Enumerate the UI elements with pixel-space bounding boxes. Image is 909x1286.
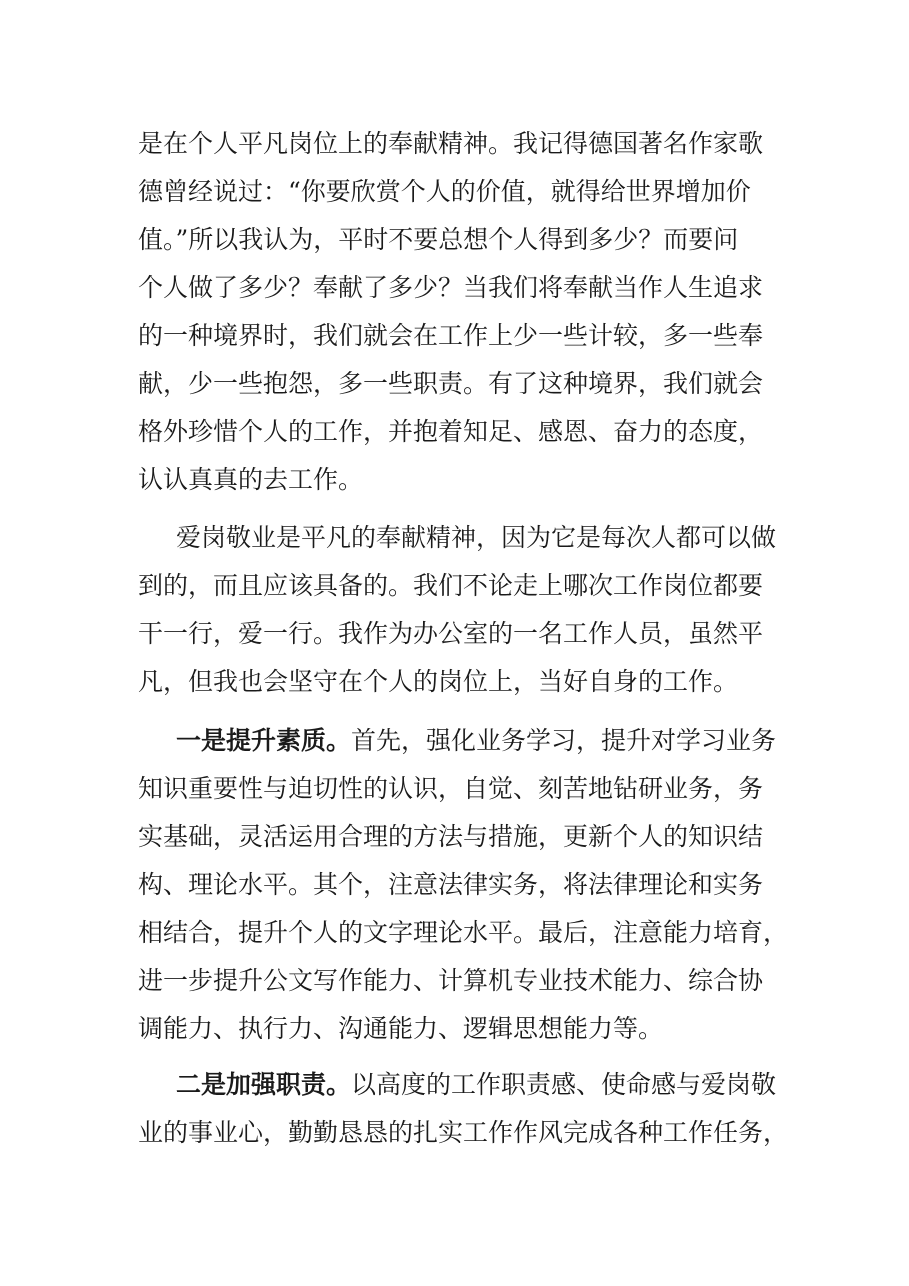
paragraph-text: 以高度的工作职责感、使命感与爱岗敬 bbox=[351, 1070, 777, 1099]
paragraph-first-line bbox=[138, 1061, 778, 1109]
paragraph-line: 到的，而且应该具备的。我们不论走上哪次工作岗位都要 bbox=[138, 571, 764, 600]
paragraph-line: 业的事业心，勤勤恳恳的扎实工作作风完成各种工作任务， bbox=[138, 1118, 789, 1147]
paragraph-line: 是在个人平凡岗位上的奉献精神。我记得德国著名作家歌 bbox=[138, 129, 764, 158]
paragraph-line: 格外珍惜个人的工作，并抱着知足、感恩、奋力的态度， bbox=[138, 417, 764, 446]
paragraph-line: 进一步提升公文写作能力、计算机专业技术能力、综合协 bbox=[138, 966, 764, 995]
paragraph-line: 知识重要性与迫切性的认识，自觉、刻苦地钻研业务，务 bbox=[138, 774, 764, 803]
paragraph-2 bbox=[138, 514, 778, 706]
paragraph-1 bbox=[138, 120, 778, 504]
paragraph-line: 干一行，爱一行。我作为办公室的一名工作人员，虽然平 bbox=[138, 619, 764, 648]
paragraph-heading: 二是加强职责。 bbox=[176, 1070, 352, 1099]
paragraph-line: 调能力、执行力、沟通能力、逻辑思想能力等。 bbox=[138, 1014, 664, 1043]
paragraph-heading: 一是提升素质。 bbox=[176, 726, 352, 755]
paragraph-first-line bbox=[138, 717, 778, 765]
paragraph-3 bbox=[138, 717, 789, 1053]
paragraph-line: 实基础，灵活运用合理的方法与措施，更新个人的知识结 bbox=[138, 822, 764, 851]
paragraph-line: 相结合，提升个人的文字理论水平。最后，注意能力培育， bbox=[138, 918, 789, 947]
paragraph-line: 构、理论水平。其个，注意法律实务，将法律理论和实务 bbox=[138, 870, 764, 899]
paragraph-line: 认认真真的去工作。 bbox=[138, 465, 364, 494]
paragraph-line: 的一种境界时，我们就会在工作上少一些计较，多一些奉 bbox=[138, 321, 764, 350]
paragraph-4 bbox=[138, 1061, 789, 1157]
paragraph-line: 个人做了多少？奉献了多少？当我们将奉献当作人生追求 bbox=[138, 273, 764, 302]
paragraph-line: 爱岗敬业是平凡的奉献精神，因为它是每次人都可以做 bbox=[176, 523, 777, 552]
paragraph-text: 首先，强化业务学习，提升对学习业务 bbox=[351, 726, 777, 755]
paragraph-line: 献，少一些抱怨，多一些职责。有了这种境界，我们就会 bbox=[138, 369, 764, 398]
paragraph-line: 凡，但我也会坚守在个人的岗位上，当好自身的工作。 bbox=[138, 667, 739, 696]
paragraph-line: 德曾经说过：“你要欣赏个人的价值，就得给世界增加价 bbox=[138, 177, 751, 206]
paragraph-line: 值。”所以我认为，平时不要总想个人得到多少？而要问 bbox=[138, 225, 739, 254]
